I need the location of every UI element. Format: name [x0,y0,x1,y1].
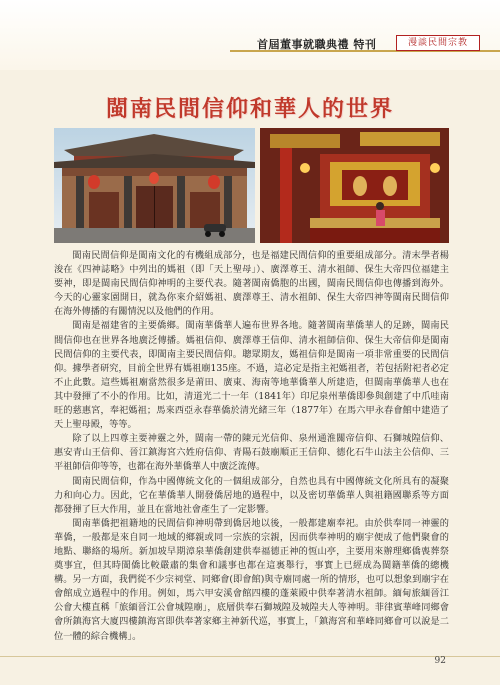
page-header [0,0,500,70]
paragraph: 閩南民間信仰是閩南文化的有機組成部分，也是福建民間信仰的重要組成部分。清末學者楊浚在《四神誌略》中列出的媽祖（即「天上聖母」）、廣澤尊王、清水祖師、保生大帝四位福建主要神，即是閩南民間信仰神明的主要代表。隨著閩南僑胞的出國，閩南民間信仰也傳播到海外。今天的心靈家園開日，就為你來介紹媽祖、廣澤尊王、清水祖師、保生大帝四神等閩南民間信仰在海外傳播的有關情況以及他們的作用。 [54,250,449,318]
footer-rule [0,656,500,657]
header-publication-title: 首屆董事就職典禮 特刊 [257,38,377,51]
paragraph: 閩南是福建省的主要僑鄉。閩南華僑華人遍布世界各地。隨著閩南華僑華人的足跡，閩南民間信仰也在世界各地廣泛傳播。媽祖信仰、廣澤尊王信仰、清水祖師信仰、保生大帝信仰是閩南民間信仰的主要代表，即閩南主要民間信仰。聰眾期友，媽祖信仰是閩南一項非常重要的民間信仰。據學者研究，目前全世界有媽祖廟135座。不過，這必定是指主祀媽祖者，若包括附祀者必定不止此數。這些媽祖廟當然很多是莆田、廣東、海南等地華僑華人所建造，但閩南華僑華人也在其中發揮了不小的作用。比如，清道光二十一年（1841年）印尼泉州華僑即參與創建了中爪哇南旺的慈惠宮，奉祀媽祖；馬來西亞永春華僑於清光緒三年（1877年）在馬六甲永春會館中建造了天上聖母殿，等等。 [54,320,449,431]
paragraph: 閩南華僑把祖籍地的民間信仰神明帶到僑居地以後，一般都建廟奉祀。由於供奉同一神靈的華僑，一般都是來自同一地域的鄉親或同一宗族的宗親，因而供奉神明的廟宇便成了他們聚會的地點、聯絡的場所。新加坡早期漳泉華僑創建供奉福德正神的恆山亭，主要用來辦理鄉僑喪葬祭奠事宜，但其時閩僑比較嚴肅的集會和議事也都在這裏舉行，事實上已經成為閩籍華僑的總機構。另一方面，我們從不少宗祠堂、同鄉會(即會館)與寺廟同處一所的情形，也可以想象到廟宇在會館成立過程中的作用。例如，馬六甲安溪會館四樓的蓬萊殿中供奉著清水祖師。緬甸旅緬晉江公會大樓直稱「旅緬晉江公會城隍廟」，底層供奉石獅城隍及城隍夫人等神明。菲律賓華峰同鄉會會所鎮海宮大廈四樓鎮海宮即供奉著家鄉主神新代巡，事實上，「鎮海宮和華峰同鄉會可以說是二位一體的綜合機構」。 [54,517,449,642]
temple-facade-photo [54,128,255,243]
article-body [54,249,449,644]
temple-interior-photo [260,128,449,243]
paragraph: 除了以上四尊主要神靈之外，閩南一帶的陳元光信仰、泉州通淮關帝信仰、石獅城隍信仰、惠安青山王信仰、晉江鎮海宮六姓府信仰、青陽石鼓廟順正王信仰、德化石牛山法主公信仰、三平祖師信仰等等，也都在海外華僑華人中廣泛流傳。 [54,433,449,473]
article-title: 閩南民間信仰和華人的世界 [105,96,394,122]
paragraph: 閩南民間信仰，作為中國傳統文化的一個組成部分，自然也具有中國傳統文化所具有的凝聚力和向心力。因此，它在華僑華人開發僑居地的過程中，以及密切華僑華人與祖籍國聯系等方面都發揮了巨大作用，並且在當地社會產生了一定影響。 [54,475,449,515]
header-section-tag: 漫談民間宗教 [396,35,480,51]
page-number: 92 [434,656,446,666]
